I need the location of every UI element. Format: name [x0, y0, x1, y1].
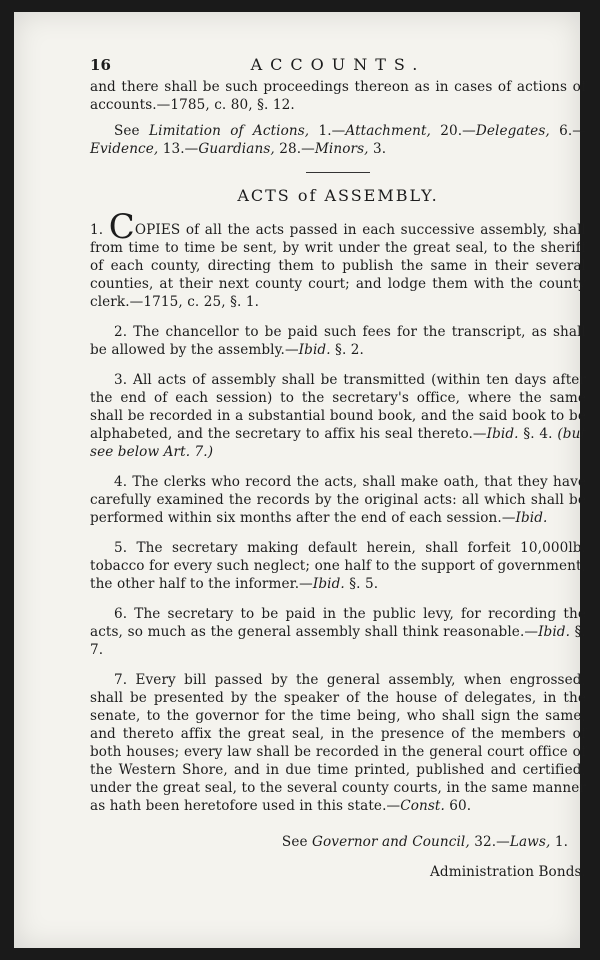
paragraph-4-citation: Ibid.: [515, 510, 548, 526]
paragraph-4-text: 4. The clerks who record the acts, shall make oath, that they have carefully examined the records by the original acts: all which shall be performed within six months after the end of each session.—: [90, 474, 586, 526]
paragraph-2-section: §. 2.: [330, 342, 364, 358]
paragraph-7-section: 60.: [444, 798, 472, 814]
page-number: 16: [90, 56, 112, 74]
ref-governor-num: 32.—: [469, 834, 510, 850]
paragraph-2-citation: Ibid.: [298, 342, 331, 358]
paragraph-7: [90, 671, 586, 815]
paragraph-6-citation: Ibid.: [538, 624, 571, 640]
see-also-governor: [90, 833, 586, 851]
paragraph-6: [90, 605, 586, 659]
running-title: ACCOUNTS.: [250, 55, 426, 74]
paragraph-5-section: §. 5.: [344, 576, 379, 592]
ref-laws: Laws,: [509, 834, 551, 850]
ref-guardians-num: 28.—: [274, 141, 315, 157]
ref-attachment: Attachment,: [345, 123, 431, 139]
drop-cap: C: [108, 207, 135, 247]
page-header: [90, 56, 586, 78]
paragraph-5-text: 5. The secretary making default herein, shall forfeit 10,000lb. tobacco for every such neglect; one half to the support of government, the other half to the informer.—: [90, 540, 586, 592]
ref-delegates-num: 6.—: [549, 123, 586, 139]
paragraph-3-section: §. 4.: [518, 426, 558, 442]
paragraph-2: [90, 323, 586, 359]
ref-delegates: Delegates,: [475, 123, 550, 139]
ref-governor: Governor and Council,: [312, 834, 470, 850]
paragraph-2-text: 2. The chancellor to be paid such fees for the transcript, as shall be allowed by the assembly.—: [90, 324, 586, 358]
ref-guardians: Guardians,: [198, 141, 275, 157]
ref-limitation: Limitation of Actions,: [149, 123, 310, 139]
ref-limitation-num: 1.—: [309, 123, 346, 139]
ref-evidence: Evidence,: [90, 141, 159, 157]
section-title: ACTS of ASSEMBLY.: [237, 186, 439, 205]
catchword: Administration Bonds.: [430, 864, 586, 880]
ref-laws-num: 1.: [550, 834, 568, 850]
ref-minors: Minors,: [314, 141, 369, 157]
see-prefix: See: [114, 123, 140, 139]
see-prefix-2: See: [281, 834, 313, 850]
paragraph-7-citation: Const.: [400, 798, 445, 814]
paragraph-6-section: §. 7.: [90, 624, 586, 658]
paragraph-4: [90, 473, 586, 527]
paragraph-3: [90, 371, 586, 461]
book-page: [14, 12, 586, 948]
paragraph-3-note: (but see below Art. 7.): [90, 426, 586, 460]
paragraph-1-number: 1.: [90, 222, 109, 238]
ref-attachment-num: 20.—: [430, 123, 476, 139]
paragraph-5-citation: Ibid.: [312, 576, 345, 592]
section-divider: [306, 172, 370, 173]
paragraph-5: [90, 539, 586, 593]
intro-paragraph: and there shall be such proceedings thereon as in cases of actions of accounts.—1785, c. 80, §. 12.: [90, 79, 586, 113]
paragraph-3-text: 3. All acts of assembly shall be transmitted (within ten days after the end of each session) to the secretary's office, where the same shall be recorded in a substantial bound book, and the said book to be alphabeted, and the secretary to affix his seal thereto.—: [90, 372, 586, 442]
see-also-references: [90, 122, 586, 158]
paragraph-3-citation: Ibid.: [486, 426, 519, 442]
paragraph-1: [90, 207, 586, 311]
ref-minors-num: 3.: [368, 141, 387, 157]
paragraph-1-text: OPIES of all the acts passed in each successive assembly, shall from time to time be sent, by writ under the great seal, to the sheriff of each county, directing them to publish the same in their several counties, at their next county court; and lodge them with the county clerk.—1715, c. 25, §. 1.: [90, 222, 586, 310]
ref-evidence-num: 13.—: [158, 141, 199, 157]
paragraph-7-text: 7. Every bill passed by the general assembly, when engrossed, shall be presented by the speaker of the house of delegates, in the senate, to the governor for the time being, who shall sign the same, and thereto affix the great seal, in the presence of the members of both houses; every law shall be recorded in the general court office of the Western Shore, and in due time printed, published and certified, under the great seal, to the several county courts, in the same manner as hath been heretofore used in this state.—: [90, 672, 586, 814]
paragraph-6-text: 6. The secretary to be paid in the public levy, for recording the acts, so much as the general assembly shall think reasonable.—: [90, 606, 586, 640]
page-content: [90, 56, 586, 881]
